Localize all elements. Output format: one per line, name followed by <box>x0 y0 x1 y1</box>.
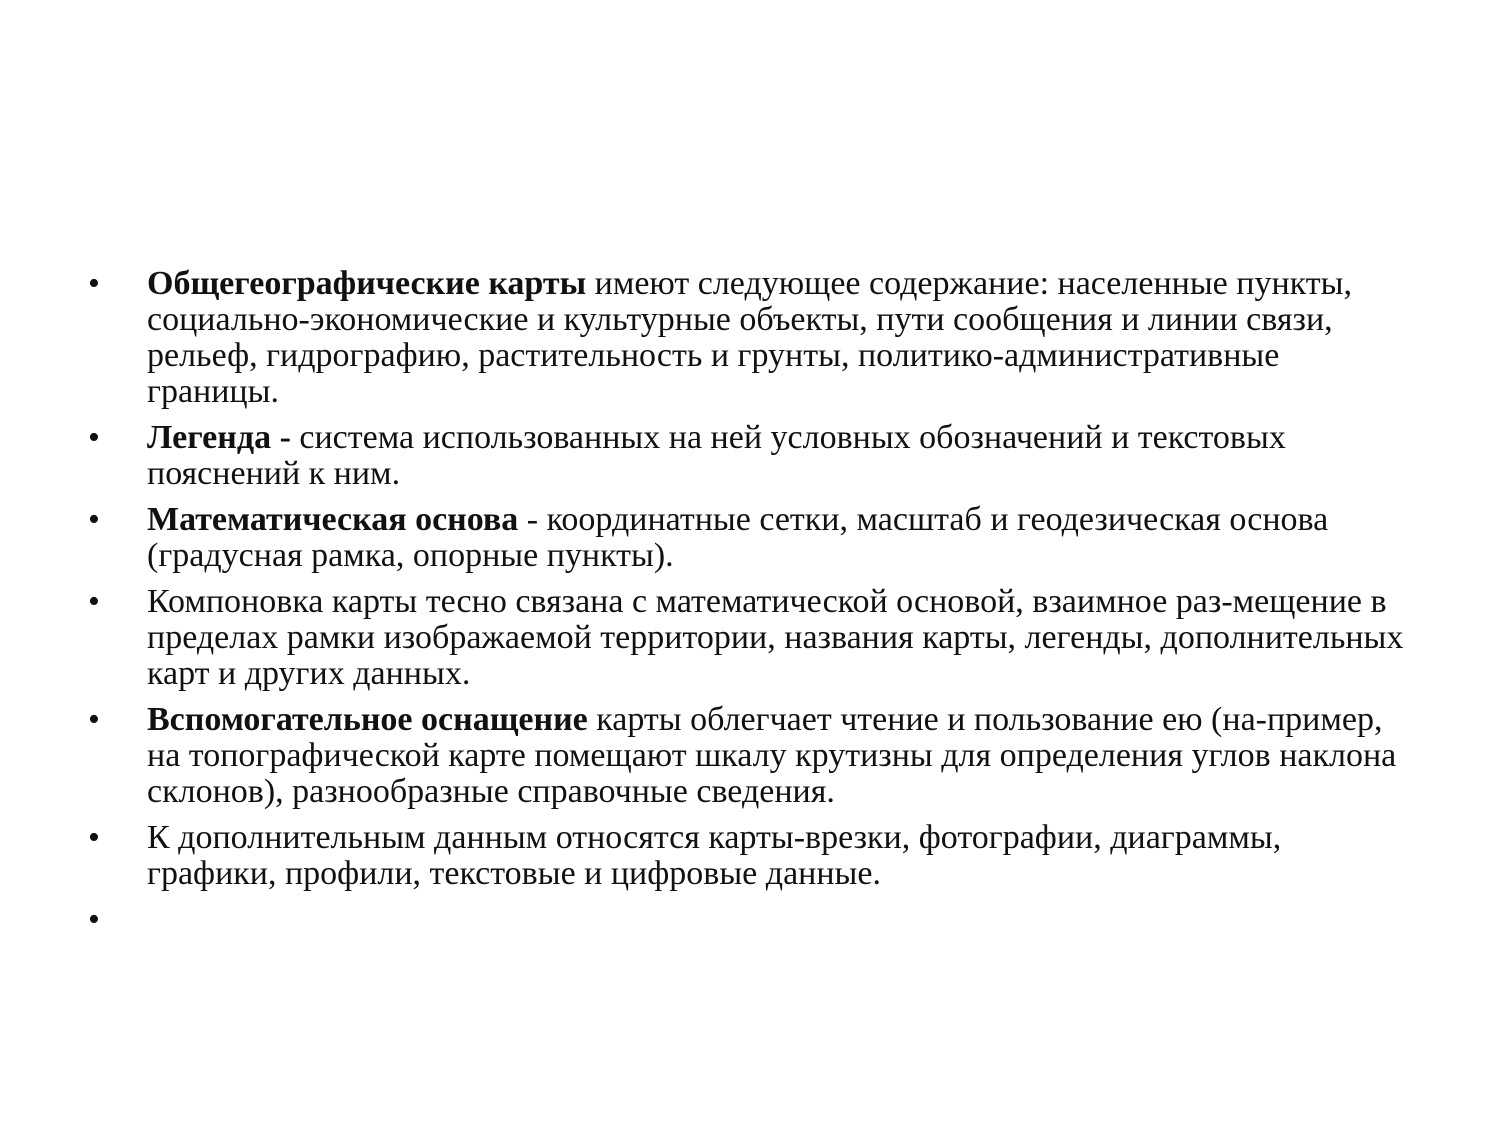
item-text: - координатные сетки, масштаб и геодезическая основа (градусная рамка, опорные пункты). <box>147 501 1329 574</box>
bullet-icon: • <box>88 583 100 620</box>
bullet-icon: • <box>88 419 100 456</box>
term-bold: Общегеографические карты <box>147 265 587 302</box>
item-text: К дополнительным данным относятся карты-врезки, фотографии, диаграммы, графики, профили, текстовые и цифровые данные. <box>147 819 1282 892</box>
list-item-empty <box>88 902 1418 938</box>
bullet-icon: • <box>88 265 100 302</box>
list-item <box>88 702 1418 810</box>
bullet-icon: • <box>88 819 100 856</box>
item-text: Компоновка карты тесно связана с математической основой, взаимное раз-мещение в пределах рамки изображаемой территории, названия карты, легенды, дополнительных карт и других данных. <box>147 583 1404 692</box>
item-text: система использованных на ней условных обозначений и текстовых пояснений к ним. <box>147 419 1286 492</box>
list-item <box>88 420 1418 492</box>
term-bold: Легенда - <box>147 419 291 456</box>
item-text: имеют следующее содержание: населенные пункты, социально-экономические и культурные объекты, пути сообщения и линии связи, рельеф, гидрографию, растительность и грунты, политико-административные границы. <box>147 265 1352 410</box>
term-bold: Вспомогательное оснащение <box>147 701 588 738</box>
bullet-icon: • <box>88 701 100 738</box>
bullet-icon: • <box>88 501 100 538</box>
bullet-icon: • <box>88 901 100 938</box>
list-item <box>88 584 1418 692</box>
list-item <box>88 820 1418 892</box>
term-bold: Математическая основа <box>147 501 519 538</box>
list-item <box>88 266 1418 410</box>
list-item <box>88 502 1418 574</box>
item-text: карты облегчает чтение и пользование ею (на-пример, на топографической карте помещают шкалу крутизны для определения углов наклона склонов), разнообразные справочные сведения. <box>147 701 1397 810</box>
bullet-list <box>88 266 1418 948</box>
